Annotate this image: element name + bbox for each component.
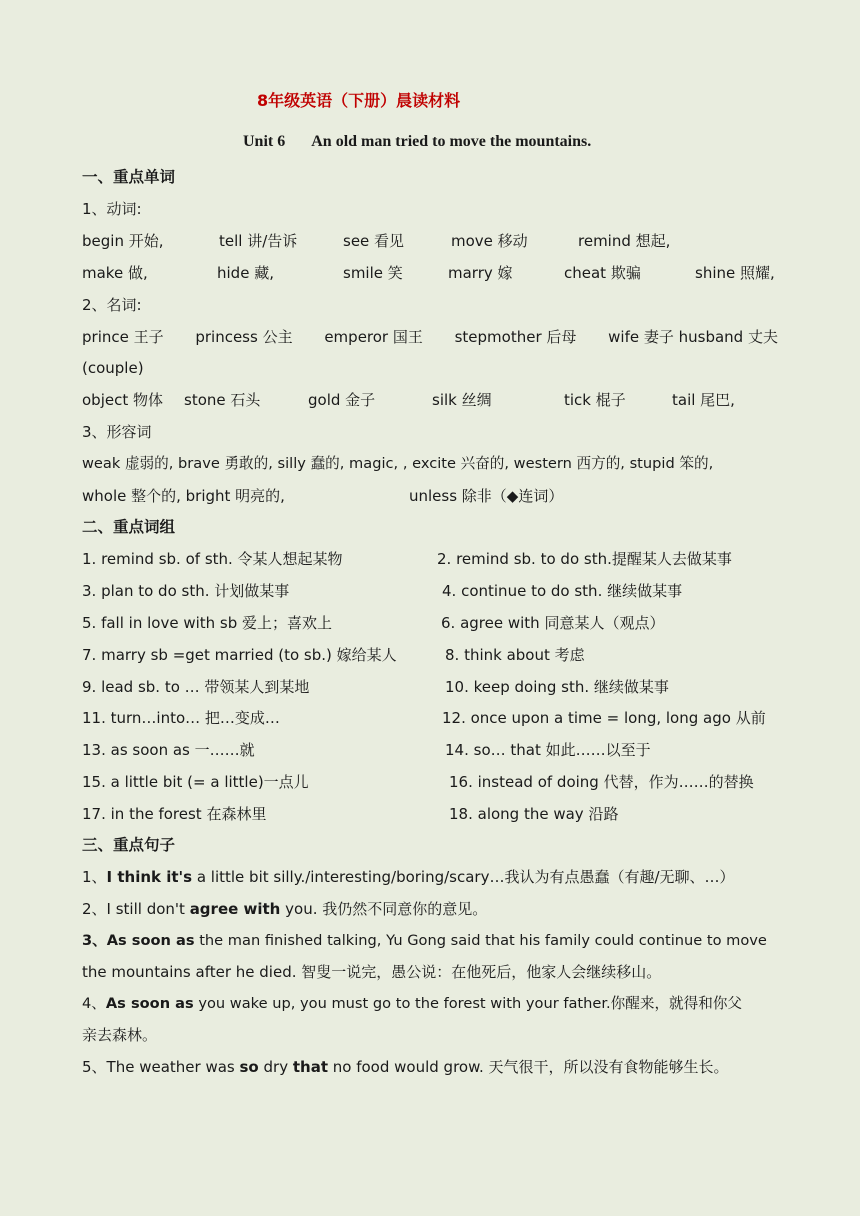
phrase-item: 13. as soon as 一……就 <box>82 741 255 759</box>
phrase-item: 6. agree with 同意某人（观点） <box>441 614 665 632</box>
adjectives-label: 3、形容词 <box>82 423 152 441</box>
word-item: tick 棍子 <box>564 391 626 409</box>
phrase-item: 16. instead of doing 代替，作为……的替换 <box>449 773 754 791</box>
phrase-item: 4. continue to do sth. 继续做某事 <box>442 582 683 600</box>
adjectives-row-2-left: whole 整个的, bright 明亮的, <box>82 487 285 505</box>
phrase-item: 11. turn…into… 把…变成… <box>82 709 280 727</box>
word-item: stone 石头 <box>184 391 261 409</box>
word-item: princess 公主 <box>195 328 293 346</box>
sentence-4: 4、As soon as you wake up, you must go to the forest with your father.你醒来，就得和你父 <box>82 995 743 1012</box>
verbs-label: 1、动词: <box>82 200 142 218</box>
word-item: wife 妻子 husband 丈夫 <box>608 328 778 346</box>
section-heading-sentences: 三、重点句子 <box>82 836 176 854</box>
unit-name: An old man tried to move the mountains. <box>311 133 592 150</box>
phrase-item: 7. marry sb =get married (to sb.) 嫁给某人 <box>82 646 397 664</box>
word-item: make 做, <box>82 264 148 282</box>
adjectives-row-1: weak 虚弱的, brave 勇敢的, silly 蠢的, magic, , excite 兴奋的, western 西方的, stupid 笨的, <box>82 455 714 472</box>
section-heading-phrases: 二、重点词组 <box>82 518 176 536</box>
verbs-row-1 <box>0 231 860 251</box>
sentence-2: 2、I still don't agree with you. 我仍然不同意你的意见。 <box>82 900 488 918</box>
word-item: smile 笑 <box>343 264 403 282</box>
phrase-item: 15. a little bit (= a little)一点儿 <box>82 773 309 791</box>
phrase-item: 3. plan to do sth. 计划做某事 <box>82 582 290 600</box>
phrase-item: 2. remind sb. to do sth.提醒某人去做某事 <box>437 550 732 568</box>
word-item: silk 丝绸 <box>432 391 492 409</box>
word-item: tail 尾巴, <box>672 391 735 409</box>
document-title: 8年级英语（下册）晨读材料 <box>257 91 461 110</box>
unit-title <box>243 133 591 151</box>
word-item: shine 照耀, <box>695 264 775 282</box>
word-item: move 移动 <box>451 232 528 250</box>
nouns-row-1 <box>82 327 778 347</box>
word-item: hide 藏, <box>217 264 274 282</box>
phrase-item: 12. once upon a time = long, long ago 从前 <box>442 709 766 727</box>
word-item: object 物体 <box>82 391 163 409</box>
phrase-item: 8. think about 考虑 <box>445 646 585 664</box>
word-item: prince 王子 <box>82 328 164 346</box>
section-heading-words: 一、重点单词 <box>82 168 176 186</box>
word-item: see 看见 <box>343 232 405 250</box>
nouns-label: 2、名词: <box>82 296 142 314</box>
word-item: remind 想起, <box>578 232 671 250</box>
sentence-3: 3、As soon as the man finished talking, Yu Gong said that his family could continue to move <box>82 932 767 949</box>
adjectives-row-2-right: unless 除非（◆连词） <box>409 487 564 505</box>
phrase-item: 1. remind sb. of sth. 令某人想起某物 <box>82 550 343 568</box>
word-item: cheat 欺骗 <box>564 264 641 282</box>
nouns-row-2 <box>0 390 860 410</box>
phrase-item: 17. in the forest 在森林里 <box>82 805 267 823</box>
phrase-item: 18. along the way 沿路 <box>449 805 619 823</box>
verbs-row-2 <box>0 263 860 283</box>
nouns-row-1-continued: (couple) <box>82 359 144 377</box>
sentence-1: 1、I think it's a little bit silly./interesting/boring/scary…我认为有点愚蠢（有趣/无聊、…） <box>82 868 735 886</box>
sentence-3-continued: the mountains after he died. 智叟一说完，愚公说：在他死后，他家人会继续移山。 <box>82 963 662 981</box>
phrase-item: 5. fall in love with sb 爱上；喜欢上 <box>82 614 333 632</box>
word-item: stepmother 后母 <box>454 328 577 346</box>
phrase-item: 9. lead sb. to … 带领某人到某地 <box>82 678 310 696</box>
sentence-4-continued: 亲去森林。 <box>82 1026 158 1044</box>
sentence-5: 5、The weather was so dry that no food would grow. 天气很干，所以没有食物能够生长。 <box>82 1058 729 1076</box>
word-item: begin 开始, <box>82 232 164 250</box>
word-item: gold 金子 <box>308 391 376 409</box>
phrase-item: 14. so… that 如此……以至于 <box>445 741 651 759</box>
unit-label: Unit 6 <box>243 133 286 150</box>
phrase-item: 10. keep doing sth. 继续做某事 <box>445 678 669 696</box>
word-item: emperor 国王 <box>324 328 423 346</box>
word-item: tell 讲/告诉 <box>219 232 298 250</box>
word-item: marry 嫁 <box>448 264 513 282</box>
